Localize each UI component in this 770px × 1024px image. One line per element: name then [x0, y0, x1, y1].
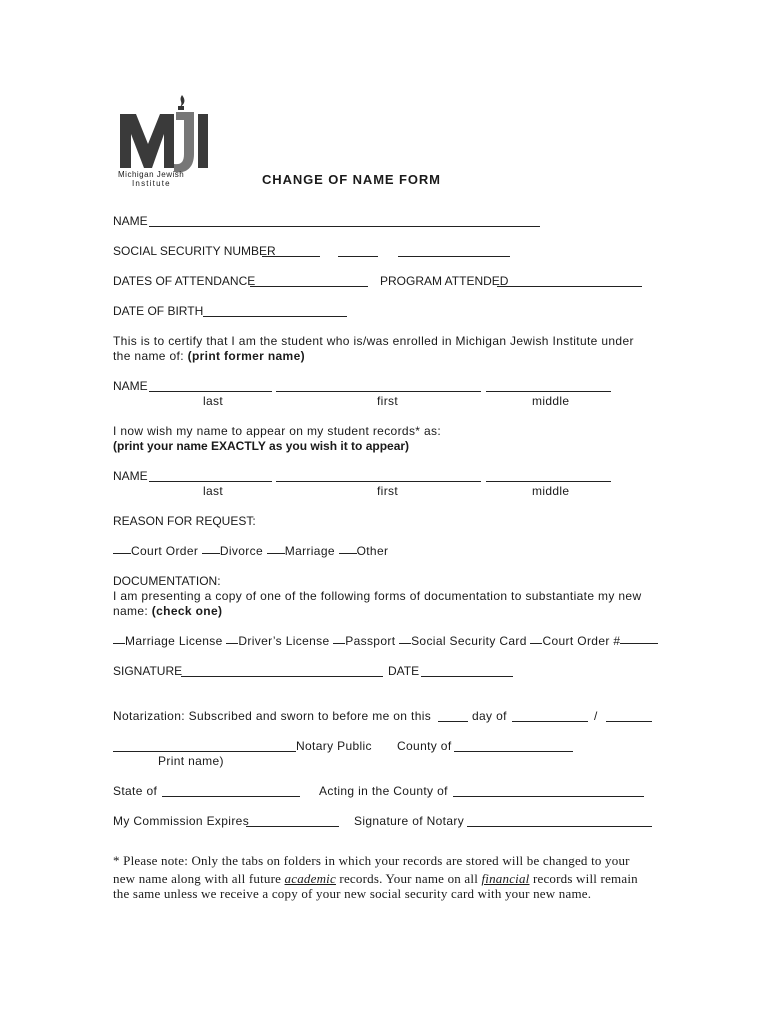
program-input-line[interactable]: [497, 286, 642, 287]
form-title: CHANGE OF NAME FORM: [262, 172, 441, 187]
note-line2-c: records will remain: [532, 871, 638, 886]
ssn-input-part3[interactable]: [398, 256, 510, 257]
signature-date-label: DATE: [388, 664, 420, 678]
note-line2: [113, 872, 638, 886]
signature-input-line[interactable]: [181, 676, 383, 677]
doc-passport-label: Passport: [345, 634, 396, 648]
new-last-input-line[interactable]: [149, 481, 272, 482]
notary-text-b: day of: [472, 709, 507, 723]
reason-marriage-checkbox[interactable]: [267, 553, 285, 554]
name-input-line[interactable]: [149, 226, 540, 227]
mji-logo: [112, 92, 222, 195]
doc-court-order-number-input[interactable]: [620, 643, 658, 644]
signature-label: SIGNATURE: [113, 664, 183, 678]
notary-text-c: /: [594, 709, 598, 723]
certify-text-line1: This is to certify that I am the student who is/was enrolled in Michigan Jewish Institute under: [113, 334, 634, 348]
program-label: PROGRAM ATTENDED: [380, 274, 509, 288]
documentation-label: DOCUMENTATION:: [113, 574, 221, 588]
doc-court-order-checkbox[interactable]: [530, 643, 542, 644]
reason-other-checkbox[interactable]: [339, 553, 357, 554]
notary-county-label: County of: [397, 739, 452, 753]
dates-attendance-label: DATES OF ATTENDANCE: [113, 274, 256, 288]
logo-name-line2: Institute: [132, 179, 171, 188]
notary-commission-input-line[interactable]: [246, 826, 339, 827]
new-first-caption: first: [377, 484, 399, 498]
certify-text-line2-bold: (print former name): [187, 349, 305, 363]
former-last-input-line[interactable]: [149, 391, 272, 392]
former-first-caption: first: [377, 394, 399, 408]
notary-signature-input-line[interactable]: [467, 826, 652, 827]
note-academic: academic: [284, 871, 336, 886]
notary-signature-label: Signature of Notary: [354, 814, 465, 828]
notary-text-a: Notarization: Subscribed and sworn to before me on this: [113, 709, 432, 723]
ssn-label: SOCIAL SECURITY NUMBER: [113, 244, 276, 258]
notary-acting-input-line[interactable]: [453, 796, 644, 797]
former-name-label: NAME: [113, 379, 148, 393]
notary-state-input-line[interactable]: [162, 796, 300, 797]
signature-date-input-line[interactable]: [421, 676, 513, 677]
new-name-text-line2: (print your name EXACTLY as you wish it to appear): [113, 439, 410, 453]
new-middle-caption: middle: [532, 484, 570, 498]
dob-input-line[interactable]: [203, 316, 347, 317]
documentation-options-row: [113, 634, 658, 648]
doc-passport-checkbox[interactable]: [333, 643, 345, 644]
notary-print-name-caption: Print name): [158, 754, 224, 768]
certify-text-line2: [113, 349, 305, 363]
reason-marriage-label: Marriage: [284, 544, 335, 558]
doc-drivers-license-label: Driver’s License: [238, 634, 330, 648]
reason-options-row: [113, 544, 388, 558]
reason-court-order-checkbox[interactable]: [113, 553, 131, 554]
logo-name-line1: Michigan Jewish: [118, 170, 185, 179]
note-line3: the same unless we receive a copy of your new social security card with your new name.: [113, 886, 592, 901]
ssn-input-part2[interactable]: [338, 256, 378, 257]
new-last-caption: last: [203, 484, 224, 498]
doc-ssc-label: Social Security Card: [411, 634, 527, 648]
notary-month-input-line[interactable]: [512, 721, 588, 722]
doc-drivers-license-checkbox[interactable]: [226, 643, 238, 644]
former-middle-input-line[interactable]: [486, 391, 611, 392]
notary-year-input-line[interactable]: [606, 721, 652, 722]
reason-label: REASON FOR REQUEST:: [113, 514, 256, 528]
documentation-text-line2-bold: (check one): [151, 604, 223, 618]
doc-court-order-label: Court Order #: [542, 634, 621, 648]
notary-commission-label: My Commission Expires: [113, 814, 250, 828]
name-label: NAME: [113, 214, 148, 228]
former-last-caption: last: [203, 394, 224, 408]
doc-marriage-license-checkbox[interactable]: [113, 643, 125, 644]
certify-text-line2-plain: the name of:: [113, 349, 184, 363]
new-name-label: NAME: [113, 469, 148, 483]
reason-divorce-checkbox[interactable]: [202, 553, 220, 554]
note-line1: * Please note: Only the tabs on folders in which your records are stored will be changed to your: [113, 853, 630, 868]
reason-other-label: Other: [356, 544, 389, 558]
notary-acting-label: Acting in the County of: [319, 784, 448, 798]
dob-label: DATE OF BIRTH: [113, 304, 204, 318]
new-first-input-line[interactable]: [276, 481, 481, 482]
notary-day-input-line[interactable]: [438, 721, 468, 722]
doc-marriage-license-label: Marriage License: [125, 634, 223, 648]
documentation-text-line2: [113, 604, 222, 618]
dates-attendance-input-line[interactable]: [250, 286, 368, 287]
notary-public-input-line[interactable]: [113, 751, 296, 752]
reason-divorce-label: Divorce: [219, 544, 264, 558]
notary-county-input-line[interactable]: [454, 751, 573, 752]
documentation-text-line1: I am presenting a copy of one of the following forms of documentation to substantiate my new: [113, 589, 642, 603]
former-first-input-line[interactable]: [276, 391, 481, 392]
notary-state-label: State of: [113, 784, 158, 798]
new-middle-input-line[interactable]: [486, 481, 611, 482]
ssn-input-part1[interactable]: [262, 256, 320, 257]
notary-public-label: Notary Public: [296, 739, 372, 753]
documentation-text-line2-plain: name:: [113, 604, 149, 618]
reason-court-order-label: Court Order: [131, 544, 199, 558]
doc-ssc-checkbox[interactable]: [399, 643, 411, 644]
new-name-text-line1: I now wish my name to appear on my student records* as:: [113, 424, 442, 438]
note-line2-a: new name along with all future: [113, 871, 282, 886]
note-line2-b: records. Your name on all: [339, 871, 479, 886]
note-financial: financial: [481, 871, 530, 886]
former-middle-caption: middle: [532, 394, 570, 408]
